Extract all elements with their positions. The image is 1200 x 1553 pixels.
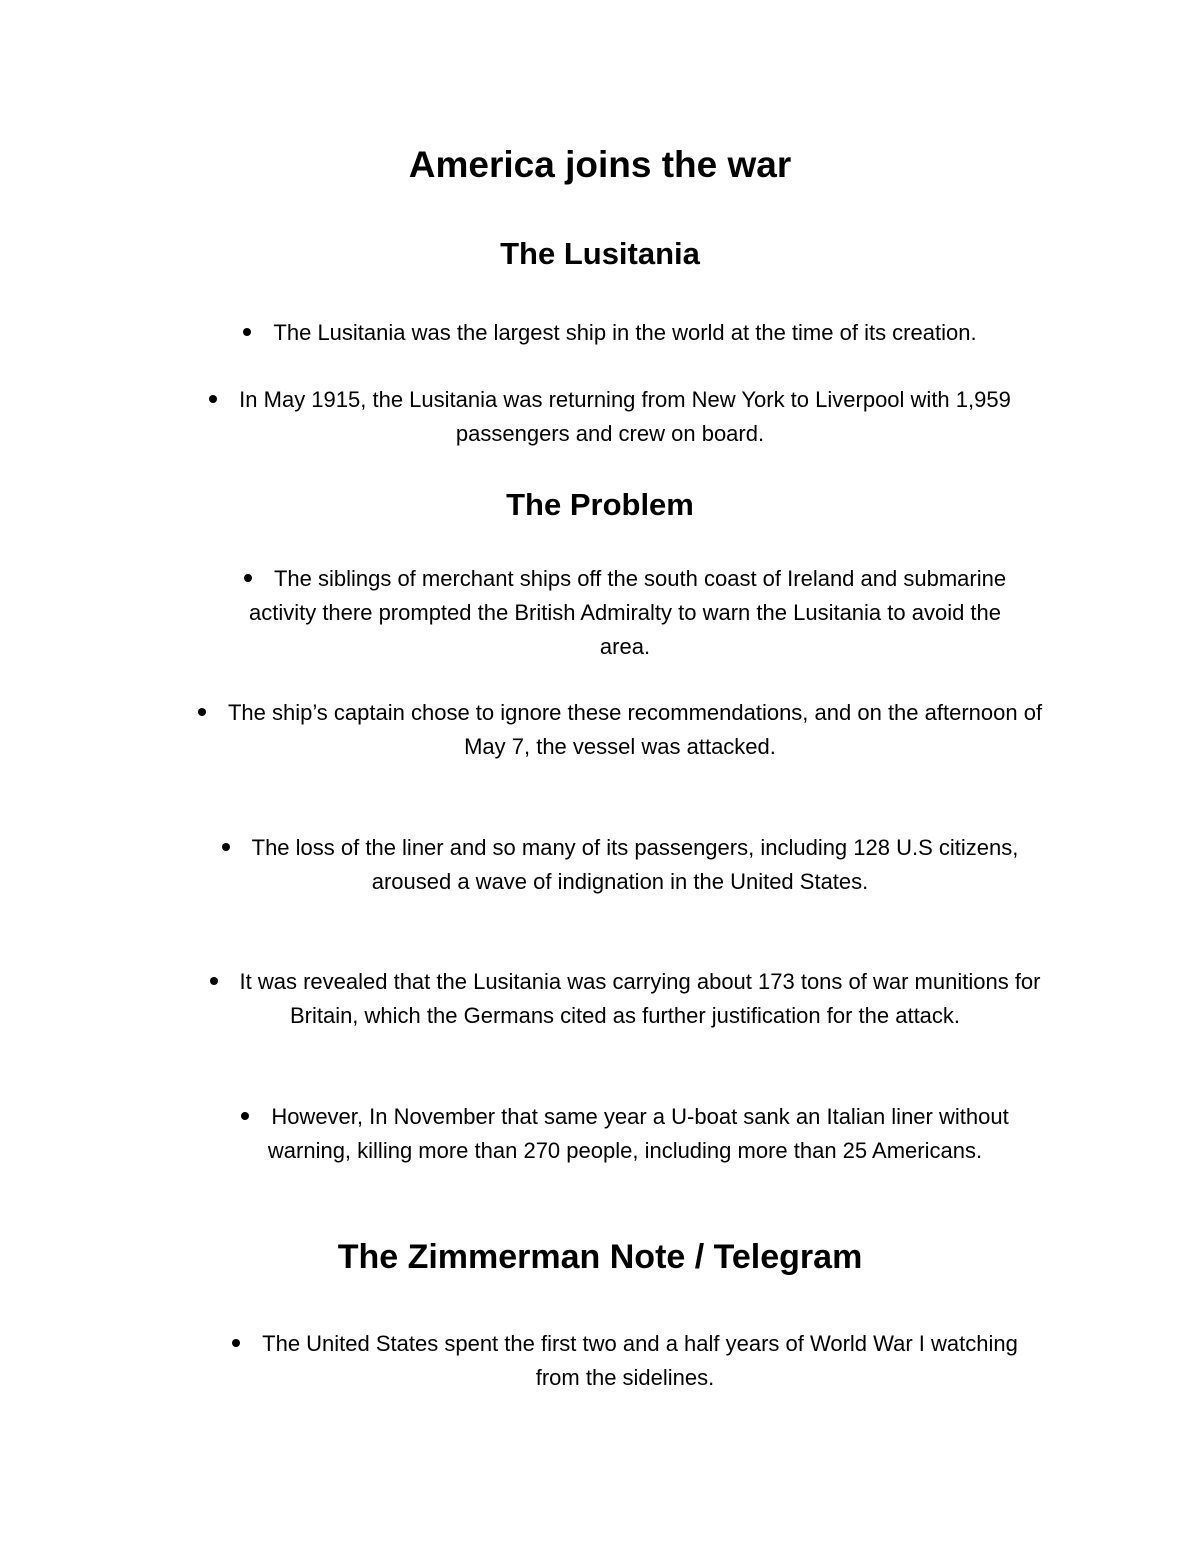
list-item: The loss of the liner and so many of its passengers, including 128 U.S citizens, aroused a wave of indignation in the United States. xyxy=(195,831,1045,899)
list-item: The ship’s captain chose to ignore these recommendations, and on the afternoon of May 7, the vessel was attacked. xyxy=(190,696,1050,764)
bullet-icon xyxy=(241,1112,249,1120)
list-item: However, In November that same year a U-boat sank an Italian liner without warning, killing more than 270 people, including more than 25 Americans. xyxy=(210,1100,1040,1168)
bullet-icon xyxy=(222,843,230,851)
list-item: The Lusitania was the largest ship in the world at the time of its creation. xyxy=(170,316,1050,350)
section-heading-problem: The Problem xyxy=(506,487,694,522)
list-item: In May 1915, the Lusitania was returning from New York to Liverpool with 1,959 passengers and crew on board. xyxy=(170,383,1050,451)
list-item: The United States spent the first two and a half years of World War I watching from the sidelines. xyxy=(210,1327,1040,1395)
bullet-icon xyxy=(210,977,218,985)
section-heading-zimmerman: The Zimmerman Note / Telegram xyxy=(337,1238,863,1276)
bullet-icon xyxy=(209,395,217,403)
bullet-icon xyxy=(244,574,252,582)
bullet-icon xyxy=(198,708,206,716)
list-item: It was revealed that the Lusitania was carrying about 173 tons of war munitions for Britain, which the Germans cited as further justification for the attack. xyxy=(205,965,1045,1033)
section-heading-lusitania: The Lusitania xyxy=(500,236,700,271)
bullet-icon xyxy=(243,328,251,336)
bullet-icon xyxy=(232,1339,240,1347)
list-item: The siblings of merchant ships off the south coast of Ireland and submarine activity there prompted the British Admiralty to warn the Lusitania to avoid the area. xyxy=(225,562,1025,664)
page-title: America joins the war xyxy=(408,144,792,185)
